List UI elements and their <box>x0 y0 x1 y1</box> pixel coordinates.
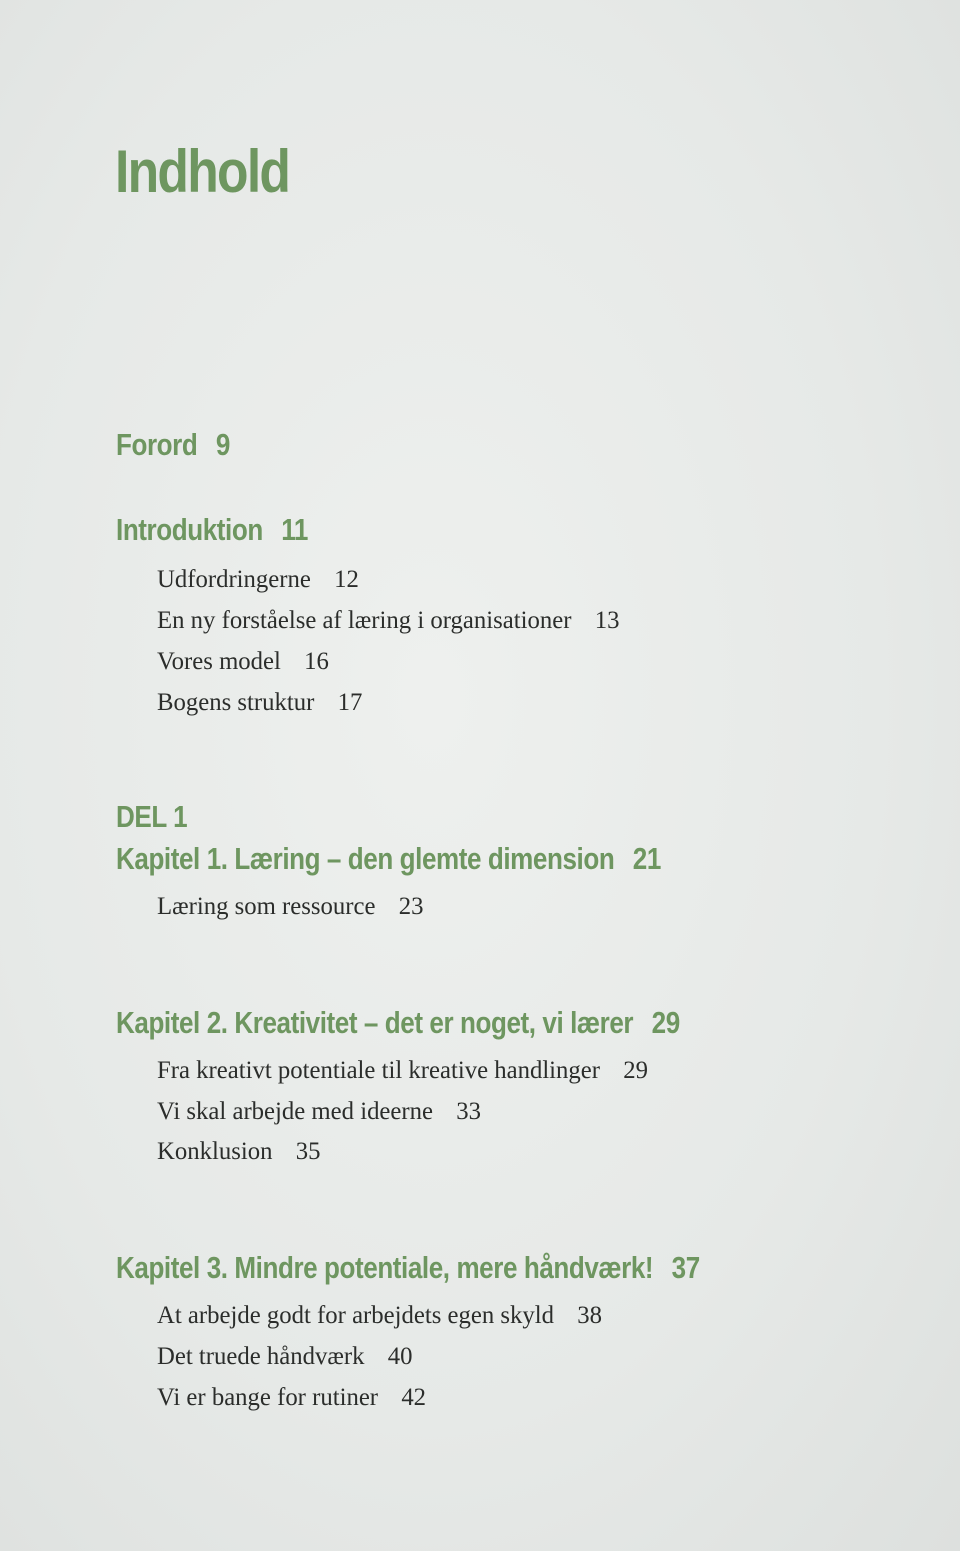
toc-entry-label: Læring som ressource <box>157 891 376 920</box>
toc-part-label: DEL 1 <box>116 799 188 834</box>
toc-entry-page: 29 <box>623 1055 649 1084</box>
toc-heading-forord <box>116 426 230 464</box>
toc-entry-page: 17 <box>337 687 363 716</box>
toc-entry-page: 35 <box>295 1136 321 1165</box>
toc-entry-page: 40 <box>387 1341 413 1370</box>
toc-entry <box>157 1381 426 1413</box>
toc-heading-kapitel-2 <box>116 1004 680 1042</box>
toc-entry <box>157 1095 481 1127</box>
toc-heading-page: 37 <box>671 1250 700 1285</box>
toc-entry-label: Vi skal arbejde med ideerne <box>157 1096 433 1125</box>
toc-entry-label: Det truede håndværk <box>157 1341 365 1370</box>
toc-entry-label: At arbejde godt for arbejdets egen skyld <box>157 1300 555 1329</box>
toc-entry <box>157 1299 602 1331</box>
toc-entry-page: 38 <box>577 1300 603 1329</box>
toc-entry-label: Udfordringerne <box>157 564 311 593</box>
toc-entry-page: 23 <box>398 891 424 920</box>
toc-entry-page: 13 <box>594 605 620 634</box>
toc-entry-label: Bogens struktur <box>157 687 315 716</box>
toc-heading-page: 11 <box>281 512 309 547</box>
toc-entry <box>157 686 362 718</box>
toc-entry-label: Vi er bange for rutiner <box>157 1382 379 1411</box>
toc-heading-label: Kapitel 1. Læring – den glemte dimension <box>116 841 615 876</box>
toc-entry-label: Konklusion <box>157 1136 273 1165</box>
toc-heading-kapitel-3 <box>116 1249 700 1287</box>
toc-heading-kapitel-1 <box>116 840 661 878</box>
toc-heading-label: Kapitel 3. Mindre potentiale, mere håndværk! <box>116 1250 654 1285</box>
toc-heading-page: 29 <box>651 1005 680 1040</box>
toc-entry-page: 33 <box>456 1096 481 1125</box>
toc-entry-page: 12 <box>334 564 359 593</box>
toc-entry <box>157 563 359 595</box>
toc-entry-label: Fra kreativt potentiale til kreative handlinger <box>157 1055 601 1084</box>
toc-entry-label: En ny forståelse af læring i organisationer <box>157 605 572 634</box>
toc-entry <box>157 1135 320 1167</box>
toc-entry <box>157 604 619 636</box>
page-title: Indhold <box>115 138 290 205</box>
toc-heading-label: Introduktion <box>116 512 263 547</box>
toc-entry-label: Vores model <box>157 646 281 675</box>
toc-entry <box>157 1054 648 1086</box>
toc-heading-introduktion <box>116 511 308 549</box>
toc-entry <box>157 890 423 922</box>
toc-heading-page: 21 <box>632 841 661 876</box>
toc-heading-page: 9 <box>215 427 230 462</box>
toc-heading-label: Forord <box>116 427 198 462</box>
toc-entry-page: 42 <box>401 1382 427 1411</box>
toc-entry <box>157 1340 412 1372</box>
toc-entry <box>157 645 329 677</box>
toc-entry-page: 16 <box>304 646 329 675</box>
toc-heading-label: Kapitel 2. Kreativitet – det er noget, vi lærer <box>116 1005 634 1040</box>
